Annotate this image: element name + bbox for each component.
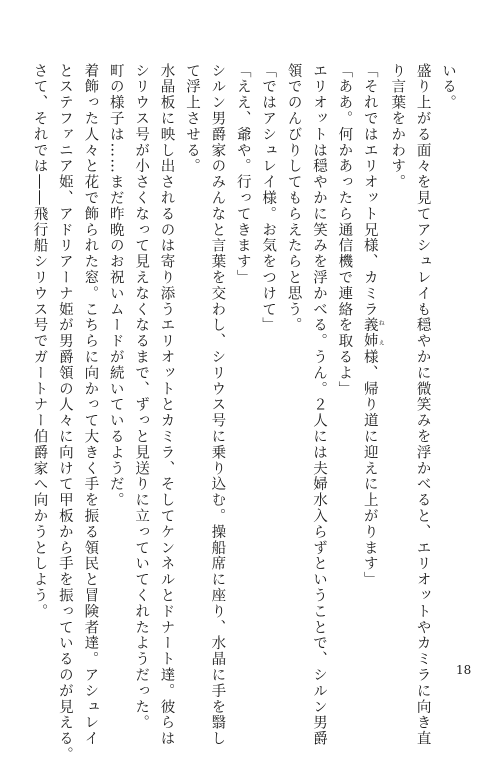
- text-line: とステファニア姫、アドリアーナ姫が男爵領の人々に向けて甲板から手を振っているのが見える。: [56, 63, 73, 763]
- text-line: 盛り上がる面々を見てアシュレイも穏やかに微笑みを浮かべると、エリオットやカミラに向き直: [414, 63, 431, 747]
- vertical-text-block: [31, 63, 460, 763]
- text-line: て浮上させる。: [183, 63, 200, 175]
- text-line: 着飾った人々と花で飾られた窓。こちらに向かって大きく手を振る領民と冒険者達。アシュレイ: [82, 63, 99, 747]
- text-line: 町の様子は……まだ昨晩のお祝いムードが続いているようだ。: [107, 63, 124, 509]
- text-line: シルン男爵家のみんなと言葉を交わし、シリウス号に乗り込む。操船席に座り、水晶に手を翳し: [209, 63, 226, 747]
- text-line: エリオットは穏やかに笑みを浮かべる。うん。２人には夫婦水入らずということで、シルン男爵: [310, 63, 327, 747]
- text-line: さて、それでは――飛行船シリウス号でガートナー伯爵家へ向かうとしよう。: [31, 63, 48, 620]
- text-line: シリウス号が小さくなって見えなくなるまで、ずっと見送りに立っていてくれたようだった。: [133, 63, 150, 731]
- page-number: 18: [456, 663, 472, 677]
- text-line: 「ええ、爺や。行ってきます」: [234, 63, 251, 286]
- text-line: 「ではアシュレイ様。お気をつけて」: [260, 63, 277, 334]
- text-line: り言葉をかわす。: [389, 63, 406, 191]
- text-line: 「それではエリオット兄様、カミラ義姉 ね え様、帰り道に迎えに上がります」: [361, 63, 385, 588]
- ruby-annotation: 義姉 ね え: [361, 317, 385, 350]
- ruby-reading: ね え: [377, 317, 385, 350]
- text-line: 「ああ。何かあったら通信機で連絡を取るよ」: [336, 63, 353, 397]
- text-line: 水晶板に映し出されるのは寄り添うエリオットとカミラ、そしてケンネルとドナート達。彼らは: [158, 63, 175, 747]
- text-line: いる。: [440, 63, 456, 111]
- text-line: 領でのんびりしてもらえたらと思う。: [285, 63, 302, 334]
